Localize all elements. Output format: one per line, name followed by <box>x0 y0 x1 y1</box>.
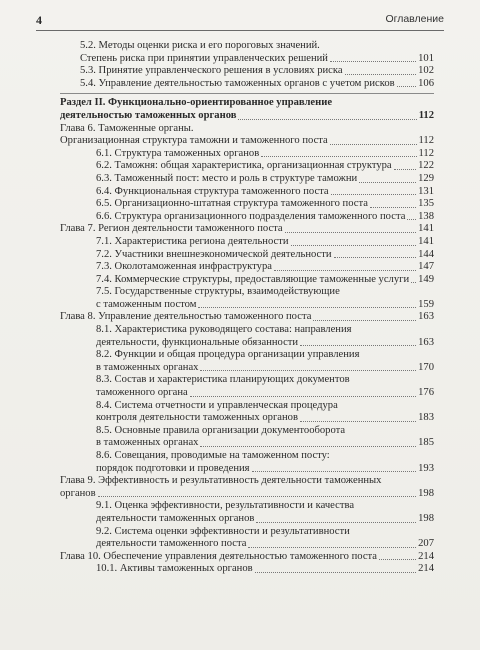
dot-leader <box>98 496 417 497</box>
dot-leader <box>300 421 416 422</box>
toc-entry <box>96 349 434 374</box>
dot-leader <box>274 270 416 271</box>
dot-leader <box>190 396 416 397</box>
dot-leader <box>252 471 417 472</box>
toc-page-number: 147 <box>418 261 434 273</box>
dot-leader <box>200 370 416 371</box>
toc-page-number: 131 <box>418 185 434 197</box>
toc-entry-title: деятельности таможенных органов <box>96 512 255 524</box>
toc-page-number: 159 <box>418 298 434 310</box>
toc-entry-title: 6.6. Структура организационного подразделения таможенного поста <box>96 210 406 222</box>
toc-entry <box>96 563 434 576</box>
toc-page-number: 170 <box>418 361 434 373</box>
toc-entry <box>80 53 434 66</box>
dot-leader <box>359 182 416 183</box>
toc-page-number: 198 <box>418 487 434 499</box>
toc-entry-title-line: 8.2. Функции и общая процедура организации управления <box>96 349 360 361</box>
toc-page-number: 185 <box>418 437 434 449</box>
toc-page-number: 149 <box>418 273 434 285</box>
toc-entry <box>96 173 434 186</box>
toc-entry-title: Глава 10. Обеспечение управления деятельностью таможенного поста <box>60 550 377 562</box>
toc-entry <box>96 400 434 425</box>
toc-page-number: 207 <box>418 538 434 550</box>
toc-entry-title-line: Раздел II. Функционально-ориентированное управление <box>60 97 333 109</box>
toc-entry-title: органов <box>60 487 96 499</box>
toc-page-number: 122 <box>418 160 434 172</box>
dot-leader <box>330 61 416 62</box>
toc-entry <box>96 249 434 262</box>
toc-entry-title-line: 8.6. Совещания, проводимые на таможенном посту: <box>96 450 330 461</box>
toc-page-number: 112 <box>418 109 434 121</box>
toc-entry-title-line: 7.5. Государственные структуры, взаимодействующие <box>96 286 340 298</box>
toc-entry <box>96 500 434 525</box>
toc-entry <box>96 160 434 173</box>
toc-page-number: 135 <box>418 198 434 210</box>
table-of-contents <box>60 40 434 576</box>
toc-entry-title-line: 8.3. Состав и характеристика планирующих документов <box>96 374 350 386</box>
toc-entry-title: 5.4. Управление деятельностью таможенных органов с учетом рисков <box>80 77 395 89</box>
dot-leader <box>345 74 417 75</box>
toc-page-number: 198 <box>418 512 434 524</box>
toc-entry-title: 7.2. Участники внешнеэкономической деятельности <box>96 248 332 260</box>
toc-entry-title-line: Глава 9. Эффективность и результативность деятельности таможенных <box>60 475 382 487</box>
dot-leader <box>370 207 416 208</box>
toc-entry <box>80 65 434 78</box>
toc-entry <box>60 97 434 122</box>
dot-leader <box>334 257 417 258</box>
toc-entry-title: контроля деятельности таможенных органов <box>96 412 298 424</box>
dot-leader <box>394 169 416 170</box>
toc-page-number: 138 <box>418 210 434 222</box>
toc-entry-title: деятельности таможенного поста <box>96 538 247 550</box>
dot-leader <box>397 86 416 87</box>
toc-page-number: 214 <box>418 563 434 575</box>
toc-entry <box>96 324 434 349</box>
toc-page-number: 144 <box>418 248 434 260</box>
toc-entry-title: порядок подготовки и проведения <box>96 462 250 474</box>
toc-entry <box>60 311 434 324</box>
toc-entry-title: в таможенных органах <box>96 361 199 373</box>
toc-entry <box>96 274 434 287</box>
toc-entry <box>96 425 434 450</box>
toc-entry-title: 7.1. Характеристика региона деятельности <box>96 235 289 247</box>
toc-entry-title-line: 9.1. Оценка эффективности, результативности и качества <box>96 500 355 512</box>
dot-leader <box>411 282 416 283</box>
toc-page-number: 102 <box>418 65 434 77</box>
dot-leader <box>256 522 416 523</box>
section-divider <box>60 93 434 94</box>
toc-entry-title: 5.3. Принятие управленческого решения в условиях риска <box>80 65 343 77</box>
toc-entry <box>80 40 434 53</box>
toc-entry-title: 5.2. Методы оценки риска и его пороговых значений. <box>80 40 320 51</box>
toc-entry-title: таможенного органа <box>96 387 188 399</box>
toc-page-number: 193 <box>418 462 434 474</box>
toc-entry <box>96 450 434 475</box>
toc-entry-title: 7.4. Коммерческие структуры, предоставляющие таможенные услуги <box>96 273 410 285</box>
toc-page-number: 163 <box>418 311 434 323</box>
toc-entry-title: Глава 8. Управление деятельностью таможенного поста <box>60 311 312 323</box>
dot-leader <box>238 119 416 120</box>
dot-leader <box>300 345 416 346</box>
dot-leader <box>379 559 416 560</box>
dot-leader <box>313 320 416 321</box>
toc-page-number: 183 <box>418 412 434 424</box>
dot-leader <box>261 156 416 157</box>
toc-entry-title: 10.1. Активы таможенных органов <box>96 563 253 575</box>
toc-entry <box>60 135 434 148</box>
toc-page-number: 112 <box>418 147 434 159</box>
toc-entry <box>96 148 434 161</box>
toc-page-number: 163 <box>418 336 434 348</box>
toc-entry-title: 6.5. Организационно-штатная структура таможенного поста <box>96 198 368 210</box>
toc-entry <box>60 551 434 564</box>
toc-entry <box>96 374 434 399</box>
toc-entry-title: деятельностью таможенных органов <box>60 109 237 121</box>
toc-page-number: 101 <box>418 52 434 64</box>
dot-leader <box>407 219 416 220</box>
toc-entry <box>96 261 434 274</box>
toc-page-number: 214 <box>418 550 434 562</box>
toc-entry-title: деятельности, функциональные обязанности <box>96 336 299 348</box>
page-header <box>36 12 444 31</box>
toc-entry <box>96 186 434 199</box>
dot-leader <box>255 572 416 573</box>
toc-entry <box>96 526 434 551</box>
toc-entry-title-line: 8.1. Характеристика руководящего состава: направления <box>96 324 352 336</box>
toc-entry-title: 6.2. Таможня: общая характеристика, организационная структура <box>96 160 392 172</box>
toc-entry <box>80 78 434 91</box>
toc-entry-title: Глава 6. Таможенные органы. <box>60 122 194 134</box>
dot-leader <box>200 446 416 447</box>
toc-entry <box>96 286 434 311</box>
toc-entry-title: Глава 7. Регион деятельности таможенного поста <box>60 223 283 235</box>
dot-leader <box>291 245 417 246</box>
dot-leader <box>248 547 416 548</box>
toc-entry-title: 6.1. Структура таможенных органов <box>96 147 260 159</box>
toc-entry-title: 6.3. Таможенный пост: место и роль в структуре таможни <box>96 172 358 184</box>
toc-entry-title: Степень риска при принятии управленческих решений <box>80 52 328 64</box>
dot-leader <box>198 307 416 308</box>
toc-page-number: 106 <box>418 77 434 89</box>
running-title: Оглавление <box>385 13 444 25</box>
toc-page-number: 141 <box>418 223 434 235</box>
toc-entry <box>60 223 434 236</box>
page-number: 4 <box>36 13 42 27</box>
dot-leader <box>331 194 416 195</box>
toc-entry-title-line: 8.4. Система отчетности и управленческая процедура <box>96 399 338 411</box>
toc-entry-title: 6.4. Функциональная структура таможенного поста <box>96 185 329 197</box>
toc-page-number: 129 <box>418 172 434 184</box>
toc-entry <box>60 475 434 500</box>
toc-entry-title: 7.3. Околотаможенная инфраструктура <box>96 261 272 273</box>
toc-page-number: 176 <box>418 387 434 399</box>
toc-entry <box>96 198 434 211</box>
toc-entry-title-line: 8.5. Основные правила организации документооборота <box>96 424 346 436</box>
toc-entry <box>60 123 434 136</box>
toc-page-number: 141 <box>418 235 434 247</box>
toc-entry-title-line: 9.2. Система оценки эффективности и результативности <box>96 525 350 537</box>
toc-entry <box>96 211 434 224</box>
toc-entry-title: с таможенным постом <box>96 298 197 310</box>
dot-leader <box>330 144 417 145</box>
dot-leader <box>285 232 416 233</box>
toc-page-number: 112 <box>418 135 434 147</box>
toc-entry-title: Организационная структура таможни и таможенного поста <box>60 135 328 147</box>
toc-entry <box>96 236 434 249</box>
toc-entry-title: в таможенных органах <box>96 437 199 449</box>
